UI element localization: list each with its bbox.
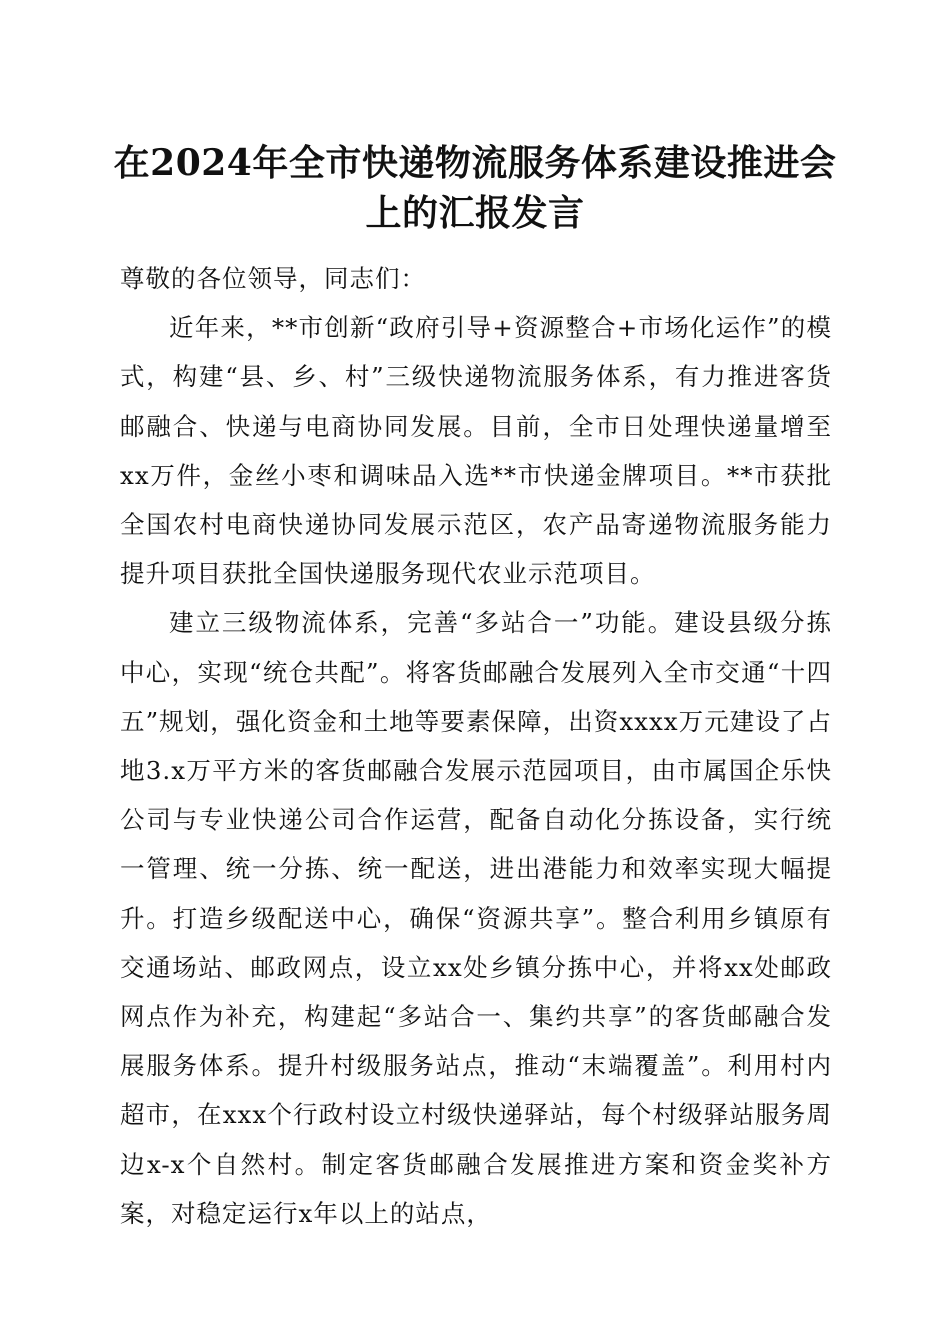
paragraph-intro: 近年来，**市创新“政府引导+资源整合+市场化运作”的模式，构建“县、乡、村”三级快递物流服务体系，有力推进客货邮融合、快递与电商协同发展。目前，全市日处理快递量增至xx万件，金丝小枣和调味品入选**市快递金牌项目。**市获批全国农村电商快递协同发展示范区，农产品寄递物流服务能力提升项目获批全国快递服务现代农业示范项目。 [120, 313, 832, 589]
document-body [120, 254, 832, 1238]
salutation: 尊敬的各位领导，同志们： [120, 264, 426, 293]
paragraph-logistics-system: 建立三级物流体系，完善“多站合一”功能。建设县级分拣中心，实现“统仓共配”。将客货邮融合发展列入全市交通“十四五”规划，强化资金和土地等要素保障，出资xxxx万元建设了占地3.x万平方米的客货邮融合发展示范园项目，由市属国企乐快公司与专业快递公司合作运营，配备自动化分拣设备，实行统一管理、统一分拣、统一配送，进出港能力和效率实现大幅提升。打造乡级配送中心，确保“资源共享”。整合利用乡镇原有交通场站、邮政网点，设立xx处乡镇分拣中心，并将xx处邮政网点作为补充，构建起“多站合一、集约共享”的客货邮融合发展服务体系。提升村级服务站点，推动“末端覆盖”。利用村内超市，在xxx个行政村设立村级快递驿站，每个村级驿站服务周边x-x个自然村。制定客货邮融合发展推进方案和资金奖补方案，对稳定运行x年以上的站点， [120, 608, 832, 1228]
document-title: 在2024年全市快递物流服务体系建设推进会上的汇报发言 [113, 142, 837, 234]
